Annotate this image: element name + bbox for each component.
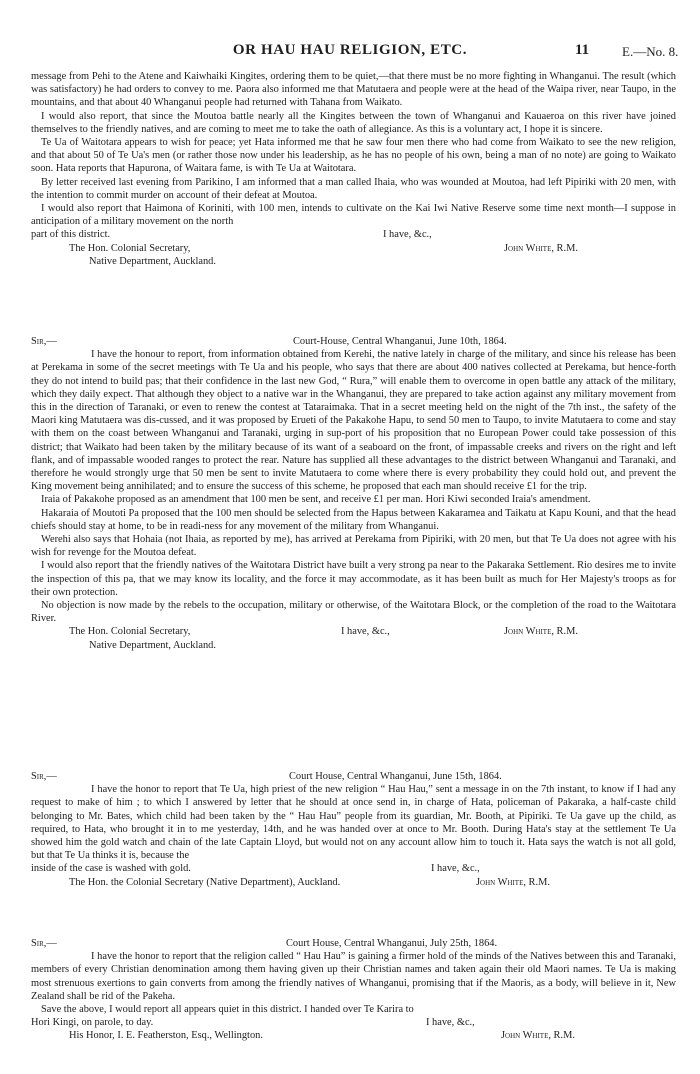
letter-1-paragraph-2: I would also report, that since the Moutoa battle nearly all the Kingites between the town of Whanganui and Kauaeroa on this river have joined themselves to the friendly natives, and are coming to meet me to take the oath of allegiance. As this is a voluntary act, I hope it is sincere. xyxy=(31,110,676,135)
letter-2-paragraph-4: Werehi also says that Hohaia (not Ihaia, as reported by me), has arrived at Perekama from Pipiriki, with 20 men, but that Te Ua does not agree with his wish for revenge for the Moutoa defeat. xyxy=(31,534,676,559)
letter-1-closing-row xyxy=(31,228,676,241)
letter-3-signature: John White, R.M. xyxy=(476,876,550,888)
letter-3-closing-row xyxy=(31,862,676,875)
letter-4-paragraph-2-end: Hori Kingi, on parole, to day. xyxy=(31,1017,154,1029)
letter-3-paragraph-1: I have the honor to report that Te Ua, high priest of the new religion “ Hau Hau,” sent a message in on the 7th instant, to know if I had any request to make of him ; to which I answered by letter that he should at once send in, in charge of Hata, policeman of Pakaraka, a half-caste child belonging to Mr. Bates, which child had been taken by the “ Hau Hau” people from its guardian, Mr. Booth, at Pipiriki. Te Ua gave up the child, as required, to Hata, who brought it in to me yesterday, 14th, and he was handed over at once to Mr. Booth. During Hata's stay at the settlement Te Ua showed him the gold watch and chain of the late Captain Lloyd, but would not on any account allow him to touch it. Hata says the watch is not all gold, but that Te Ua thinks it is, because the xyxy=(31,784,676,862)
letter-4-closing-row xyxy=(31,1016,676,1029)
letter-1-addressee: The Hon. Colonial Secretary, xyxy=(69,242,191,254)
letter-3-dateline: Court House, Central Whanganui, June 15th, 1864. xyxy=(289,771,502,782)
letter-4-dateline: Court House, Central Whanganui, July 25th, 1864. xyxy=(286,938,498,949)
letter-2-closing: I have, &c., xyxy=(341,626,390,638)
letter-3-heading-row xyxy=(31,770,676,783)
letter-1-paragraph-5-end: part of this district. xyxy=(31,229,111,241)
letter-3-closing: I have, &c., xyxy=(431,863,480,875)
letter-4-salutation: Sir,— xyxy=(31,938,57,949)
letter-1-department-row xyxy=(31,255,676,268)
letter-2-department-row xyxy=(31,639,676,652)
letter-4-closing: I have, &c., xyxy=(426,1017,475,1029)
letter-4-signature: John White, R.M. xyxy=(501,1030,575,1042)
letter-2-heading-row xyxy=(31,335,676,348)
letter-2-addressee: The Hon. Colonial Secretary, xyxy=(69,626,191,638)
letter-4-paragraph-2: Save the above, I would report all appears quiet in this district. I handed over Te Karira to xyxy=(41,1004,414,1015)
letter-1-address-row xyxy=(31,242,676,255)
letter-2-salutation: Sir,— xyxy=(31,336,57,347)
letter-4-heading-row xyxy=(31,937,676,950)
letter-2-address-row xyxy=(31,625,676,638)
letter-2 xyxy=(31,335,676,652)
letter-3-paragraph-1-end: inside of the case is washed with gold. xyxy=(31,863,191,875)
document-reference: E.—No. 8. xyxy=(622,44,679,59)
letter-2-department: Native Department, Auckland. xyxy=(89,639,216,651)
letter-2-paragraph-2: Iraia of Pakakohe proposed as an amendment that 100 men be sent, and receive £1 per man. Hori Kiwi seconded Iraia's amendment. xyxy=(41,494,591,506)
letter-2-paragraph-5: I would also report that the friendly natives of the Waitotara District have built a very strong pa near to the Pakaraka Settlement. Rio desires me to invite the inspection of this pa, that we may know its locality, and the force it may accommodate, as it has been built as much for Her Majesty's troops as for their own protection. xyxy=(31,560,676,598)
page-number: 11 xyxy=(575,42,590,58)
letter-2-paragraph-6: No objection is now made by the rebels to the occupation, military or otherwise, of the Waitotara Block, or the completion of the road to the Waitotara River. xyxy=(31,600,676,625)
letter-3-address-row xyxy=(31,876,676,889)
letter-4-address-row xyxy=(31,1029,676,1042)
letter-4-paragraph-1: I have the honor to report that the religion called “ Hau Hau” is gaining a firmer hold of the minds of the Natives between this and Taranaki, members of every Christian denomination among them having given up their Christian names and taken again their old Maori names. Te Ua is making most strenuous exertions to gain converts from among the friendly natives of Whanganui, promising that if the Maoris, as a body, will believe in it, New Zealand shall be rid of the Pakeha. xyxy=(31,951,676,1002)
letter-1-department: Native Department, Auckland. xyxy=(89,255,216,267)
letter-1 xyxy=(31,70,676,268)
letter-3-addressee: The Hon. the Colonial Secretary (Native Department), Auckland. xyxy=(69,876,341,888)
letter-3-salutation: Sir,— xyxy=(31,771,57,782)
page-header xyxy=(0,44,700,62)
letter-1-signature: John White, R.M. xyxy=(504,242,578,254)
letter-2-paragraph-3: Hakaraia of Moutoti Pa proposed that the 100 men should be selected from the Hapus between Kakaramea and Taikatu at Kapu Kouni, and that the head chiefs should stay at home, to be in readi-ness for any movement of the military from Whanganui. xyxy=(31,507,676,532)
running-title: OR HAU HAU RELIGION, ETC. xyxy=(232,42,468,58)
letter-1-paragraph-3: Te Ua of Waitotara appears to wish for peace; yet Hata informed me that he saw four men there who had come from Waikato to see the new religion, and that about 50 of Te Ua's men (or rather those now under his leadership, as he has no people of his own, being a man of no note) are going to Waikato soon. Hata reports that Hapurona, of Waitara fame, is with Te Ua at Waitotara. xyxy=(31,137,676,175)
letter-1-paragraph-1: message from Pehi to the Atene and Kaiwhaiki Kingites, ordering them to be quiet,—that there must be no more fighting in Whanganui. The result (which was satisfactory) he had orders to convey to me. Paora also informed me that Matutaera and people were at the head of the Waipa river, near Taupo, in the mountains, and that about 40 Whanganui people had returned with Tahana from Waikato. xyxy=(31,71,676,109)
letter-4 xyxy=(31,937,676,1043)
letter-2-dateline: Court-House, Central Whanganui, June 10th, 1864. xyxy=(293,336,507,347)
letter-1-paragraph-5: I would also report that Haimona of Koriniti, with 100 men, intends to cultivate on the Kai Iwi Native Reserve some time next month—I suppose in anticipation of a military movement on the north xyxy=(31,203,676,228)
letter-2-paragraph-1: I have the honour to report, from information obtained from Kerehi, the native lately in charge of the military, and since his release has been at Perekama in some of the secret meetings with Te Ua and his people, who says that there are about 400 natives collected at Perekama, but hence-forth they do not intend to build pas; that their confidence in the last new God, “ Rura,” will enable them to overcome in open battle any attack of the military, which they daily expect. That although they object to a native war in the Whanganui, they are prepared to take action against any military movement from this in the direction of Taranaki, or even to renew the contest at Tataraimaka. That in a secret meeting held on the night of the 7th inst., the safety of the Maori king Matutaera was dis-cussed, and it was proposed by Erueti of the Pakakohe Hapu, to send 50 men to Taupo, to invite Matutaera to come and stay with them on the coast between Whanganui and Taranaki, urging in sup-port of his proposition that no European Power could take possession of this district; that Waikato had been taken by the military because of its want of a seaboard on the front, of impassable creeks and rivers on the right and left flank, and of impassable wooded ranges to protect the rear. Nature has supplied all these advantages to the district between Whanganui and Taranaki, and therefore he would strongly urge that 50 men be sent to invite Matutaera to come where there is every probability they could hold out, and prevent the King movement being annihilated; and to ensure the success of this scheme, he proposed that each man should receive £1 for the trip. xyxy=(31,349,676,493)
letter-3 xyxy=(31,770,676,889)
letter-4-addressee: His Honor, I. E. Featherston, Esq., Wellington. xyxy=(69,1030,263,1042)
letter-1-closing: I have, &c., xyxy=(383,229,432,241)
letter-1-paragraph-4: By letter received last evening from Parikino, I am informed that a man called Ihaia, who was wounded at Moutoa, had left Pipiriki with 20 men, with the intention to commit murder on account of their defeat at Moutoa. xyxy=(31,176,676,201)
letter-2-signature: John White, R.M. xyxy=(504,626,578,638)
